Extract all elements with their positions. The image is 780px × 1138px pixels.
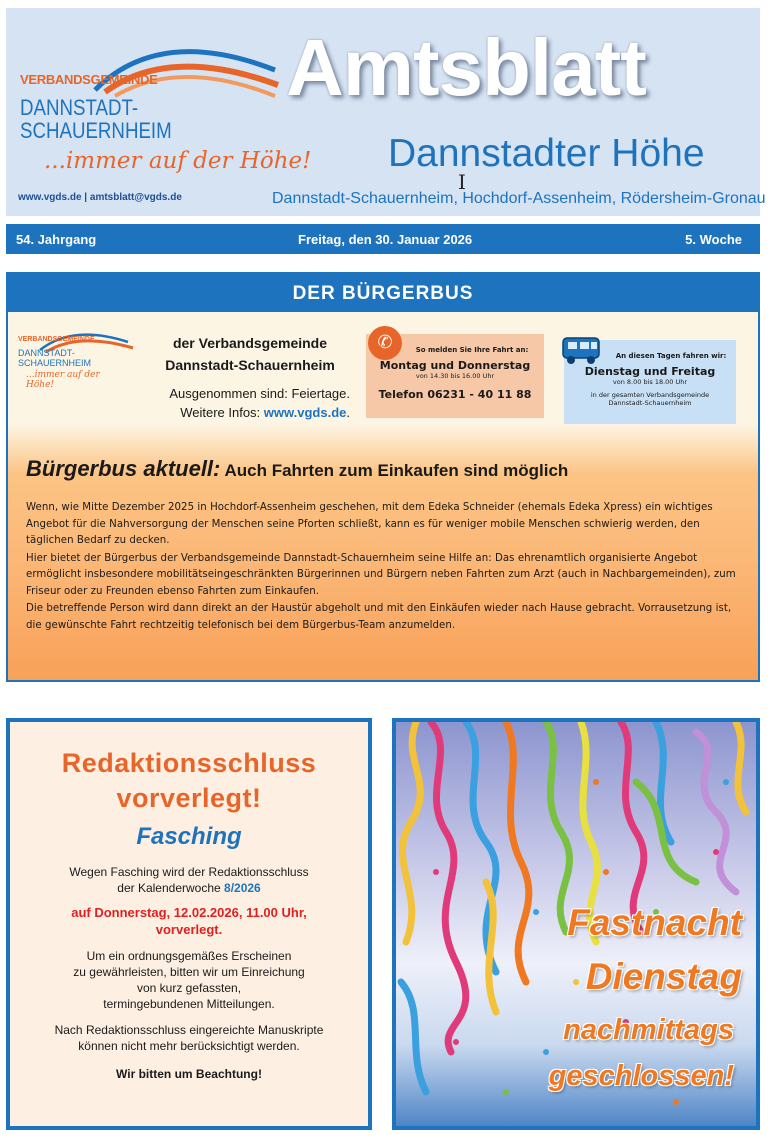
logo-name-line2: SCHAUERNHEIM [20,118,172,143]
service-hours: von 8.00 bis 18.00 Uhr [612,378,688,386]
phone-icon: ✆ [368,326,402,360]
volume-label: 54. Jahrgang [16,232,97,247]
service-days: Dienstag und Freitag [584,365,716,378]
request-line3: von kurz gefassten, [136,981,242,995]
more-info-label: Weitere Infos: [180,405,264,420]
logo-name-line1: DANNSTADT- [18,348,75,358]
logo-slogan: ...immer auf der Höhe! [44,148,312,174]
booking-days: Montag und Donnerstag [379,359,531,372]
redaktion-closing: Wir bitten um Beachtung! [116,1067,262,1081]
calendar-week: 8/2026 [224,881,261,895]
service-intro: An diesen Tagen fahren wir: [615,352,727,360]
exceptions-text: Ausgenommen sind: Feiertage. [169,386,350,401]
buergerbus-notes [136,384,350,422]
request-line2: zu gewährleisten, bitten wir um Einreichung [73,965,305,979]
service-card [564,340,736,424]
redaktion-title-line1: Redaktionsschluss [61,748,317,778]
article-title: Bürgerbus aktuell: [26,456,221,481]
contact-links[interactable]: www.vgds.de | amtsblatt@vgds.de [18,192,182,203]
buergerbus-section [6,272,760,682]
booking-hours: von 14.30 bis 16.00 Uhr [415,372,495,380]
buergerbus-heading: DER BÜRGERBUS [8,274,758,312]
article-body [26,500,748,634]
organizer-line1: der Verbandsgemeinde [172,335,328,351]
redaktionsschluss-box [6,718,372,1130]
redaktion-deadline [10,904,368,938]
more-info [136,403,350,422]
redaktion-title-line2: vorverlegt! [116,783,262,813]
booking-intro: So melden Sie Ihre Fahrt an: [415,346,529,354]
bus-icon [560,334,604,368]
redaktion-late-notice [10,1022,368,1054]
vgds-logo[interactable] [20,30,312,190]
deadline-line1: auf Donnerstag, 12.02.2026, 11.00 Uhr, [71,905,307,920]
article-subtitle: Auch Fahrten zum Einkaufen sind möglich [220,461,569,480]
vgds-link[interactable]: www.vgds.de [263,405,347,420]
redaktion-intro-line2 [10,880,368,896]
late-notice-line2: können nicht mehr berücksichtigt werden. [78,1039,300,1053]
article-paragraph: Hier bietet der Bürgerbus der Verbandsgemeinde Dannstadt-Schauernheim seine Hilfe an: Das ehrenamtlich organisierte Angebot ermöglicht insbesondere mobilitätseingeschränkten Bürgerinnen und Bürgern neben Fahrten zum Arzt (auch in Nachbargemeinden), zum Friseur oder zu Freunden ebenso Fahrten zum Einkaufen. [26,552,736,597]
fastnacht-line2: Dienstag [585,956,742,997]
logo-org: VERBANDSGEMEINDE [18,336,95,343]
booking-card [366,334,544,418]
redaktion-intro-line1: Wegen Fasching wird der Redaktionsschluss [69,865,309,879]
redaktion-request [10,948,368,1012]
redaktion-title [10,746,368,816]
buergerbus-logo [18,324,128,390]
deadline-line2: vorverlegt. [155,922,223,937]
logo-slogan: ...immer auf der Höhe! [26,370,100,390]
issue-date: Freitag, den 30. Januar 2026 [298,232,473,247]
request-line1: Um ein ordnungsgemäßes Erscheinen [86,949,292,963]
issue-info-bar [6,224,760,254]
organizer-line2: Dannstadt-Schauernheim [165,357,335,373]
logo-name-line1: DANNSTADT- [20,95,139,120]
page-subtitle: Dannstadter Höhe [388,132,705,175]
fastnacht-line4: geschlossen! [548,1060,734,1092]
redaktion-occasion: Fasching [136,823,242,850]
fastnacht-line3: nachmittags [563,1014,734,1046]
buergerbus-organizer [150,332,350,376]
page-title: Amtsblatt [286,23,646,112]
request-line4: termingebundenen Mitteilungen. [103,997,275,1011]
logo-name [20,96,172,142]
logo-name [18,348,91,368]
booking-phone[interactable]: Telefon 06231 - 40 11 88 [378,388,532,401]
towns-list: Dannstadt-Schauernheim, Hochdorf-Assenheim, Rödersheim-Gronau [272,190,766,207]
masthead [6,8,766,216]
service-area-line1: in der gesamten Verbandsgemeinde [590,391,710,399]
more-info-suffix: . [346,405,350,420]
article-paragraph: Die betreffende Person wird dann direkt an der Haustür abgeholt und mit den Einkäufen wieder nach Hause gebracht. Vorrausetzung ist, die gewünschte Fahrt rechtzeitig telefonisch bei dem Bürgerbus-Team anzumelden. [26,603,732,631]
fastnacht-line1: Fastnacht [567,902,742,943]
late-notice-line1: Nach Redaktionsschluss eingereichte Manuskripte [54,1023,324,1037]
week-label: 5. Woche [685,232,742,247]
service-area-line2: Dannstadt-Schauernheim [608,399,692,407]
week-prefix: der Kalenderwoche [117,881,225,895]
logo-name-line2: SCHAUERNHEIM [18,358,92,368]
logo-arcs-icon [90,30,280,100]
article-paragraph: Wenn, wie Mitte Dezember 2025 in Hochdorf-Assenheim geschehen, mit dem Edeka Schneider (ehemals Edeka Xpress) ein wichtiges Angebot für die Nahversorgung der Menschen seine Pforten schließt, kann es für weniger mobile Menschen schwierig werden, den täglichen Bedarf zu decken. [26,502,713,546]
logo-org: VERBANDSGEMEINDE [20,72,158,87]
redaktion-intro [10,864,368,896]
article-heading [26,456,568,482]
text-cursor-icon: I [458,170,466,194]
fastnacht-box [392,718,760,1130]
